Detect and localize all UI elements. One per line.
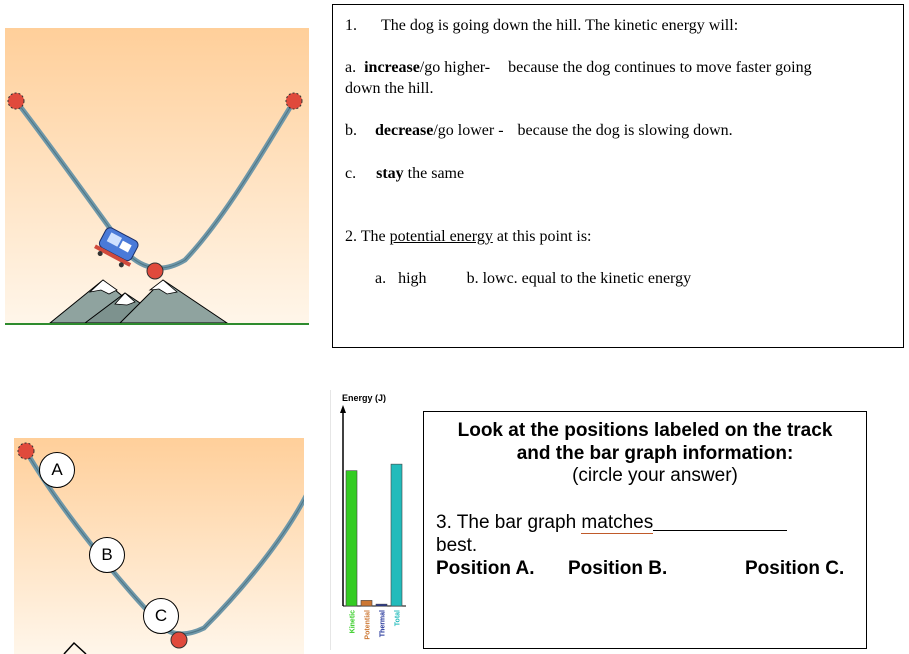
x-tick-label-kinetic: Kinetic [349, 610, 357, 634]
position-c-label[interactable]: C [143, 598, 179, 634]
answer-position-c[interactable]: Position C. [745, 558, 845, 579]
question-2-option-b[interactable]: b. low [466, 270, 507, 287]
question-3-prompt: 3. The bar graph matches [436, 512, 787, 534]
x-tick-label-total: Total [394, 610, 402, 627]
question-2-option-c[interactable]: c. equal to the kinetic energy [506, 270, 692, 287]
question-3-heading-line-1: Look at the positions labeled on the track [457, 420, 833, 441]
question-box-3 [423, 411, 867, 649]
question-1-option-b[interactable]: b. decrease/go lower - because the dog is slowing down. [345, 122, 733, 139]
answer-position-b[interactable]: Position B. [568, 558, 668, 579]
bar-kinetic [346, 471, 357, 606]
question-3-prompt-end: best. [436, 535, 478, 556]
position-b-label[interactable]: B [89, 537, 125, 573]
x-tick-label-thermal: Thermal [379, 610, 387, 638]
question-1-option-c[interactable]: c. stay the same [345, 165, 465, 182]
question-1-stem: 1. The dog is going down the hill. The kinetic energy will: [345, 17, 739, 34]
question-1-option-a[interactable]: a. increase/go higher- because the dog continues to move faster going [345, 59, 812, 76]
y-axis-arrow [340, 405, 346, 413]
question-1-option-a-cont: down the hill. [345, 80, 434, 97]
bar-thermal [376, 604, 387, 606]
track-end-marker [8, 93, 24, 109]
sky-background [5, 28, 309, 325]
track-end-marker [286, 93, 302, 109]
skate-park-scene [5, 28, 309, 325]
x-tick-label-potential: Potential [364, 610, 372, 640]
bar-potential [361, 600, 372, 606]
energy-bar-chart [330, 388, 410, 654]
chart-title: Energy (J) [342, 393, 387, 403]
question-2-options [375, 268, 691, 289]
question-2-stem: 2. The potential energy at this point is: [345, 228, 592, 245]
track-bottom-marker [147, 263, 163, 279]
question-2-option-a[interactable]: a. high [375, 270, 427, 287]
answer-position-a[interactable]: Position A. [436, 558, 535, 579]
labeled-track-scene [14, 438, 304, 654]
question-box-1 [332, 4, 904, 348]
position-a-label[interactable]: A [39, 452, 75, 488]
bar-total [391, 464, 402, 606]
track-end-marker [18, 443, 34, 459]
question-3-instruction: (circle your answer) [572, 465, 738, 486]
track-bottom-marker [171, 632, 187, 648]
question-3-heading-line-2: and the bar graph information: [516, 443, 794, 464]
